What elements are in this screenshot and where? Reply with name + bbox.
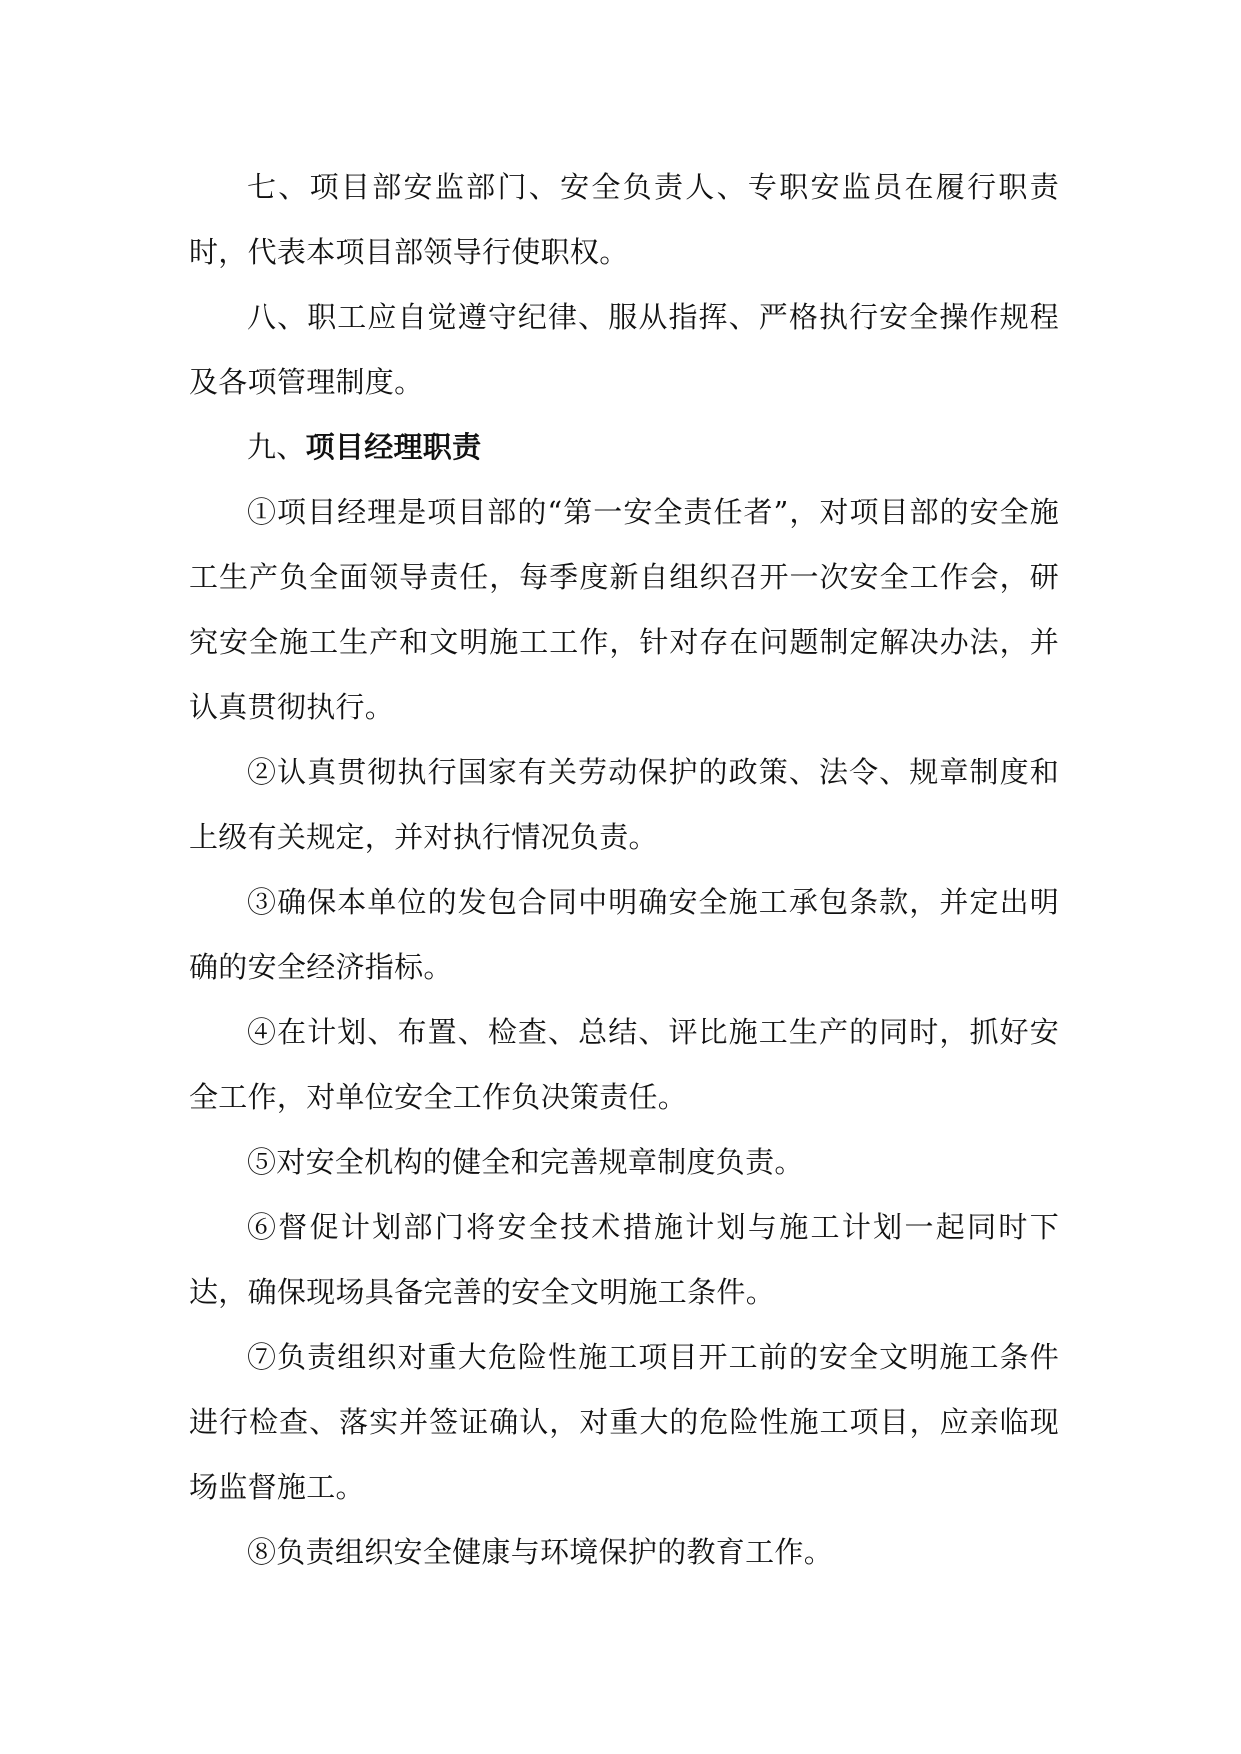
- paragraph-eight: 八、职工应自觉遵守纪律、服从指挥、严格执行安全操作规程及各项管理制度。: [189, 300, 1059, 399]
- duty-item-2: ②认真贯彻执行国家有关劳动保护的政策、法令、规章制度和上级有关规定，并对执行情况负责。: [189, 755, 1059, 854]
- section-heading-title: 项目经理职责: [305, 430, 482, 464]
- document-body: [189, 155, 1059, 1585]
- section-heading-number: 九、: [247, 430, 306, 464]
- paragraph-seven: 七、项目部安监部门、安全负责人、专职安监员在履行职责时，代表本项目部领导行使职权。: [189, 170, 1059, 269]
- section-heading-nine: [189, 415, 1059, 480]
- duty-item-3: ③确保本单位的发包合同中明确安全施工承包条款，并定出明确的安全经济指标。: [189, 885, 1059, 984]
- duty-item-6: ⑥督促计划部门将安全技术措施计划与施工计划一起同时下达，确保现场具备完善的安全文明施工条件。: [189, 1210, 1059, 1309]
- duty-item-7: ⑦负责组织对重大危险性施工项目开工前的安全文明施工条件进行检查、落实并签证确认，对重大的危险性施工项目，应亲临现场监督施工。: [189, 1340, 1059, 1504]
- duty-item-4: ④在计划、布置、检查、总结、评比施工生产的同时，抓好安全工作，对单位安全工作负决策责任。: [189, 1015, 1059, 1114]
- duty-item-8: ⑧负责组织安全健康与环境保护的教育工作。: [247, 1535, 834, 1569]
- duty-item-5: ⑤对安全机构的健全和完善规章制度负责。: [247, 1145, 804, 1179]
- duty-item-1: ①项目经理是项目部的“第一安全责任者”，对项目部的安全施工生产负全面领导责任，每季度新自组织召开一次安全工作会，研究安全施工生产和文明施工工作，针对存在问题制定解决办法，并认真贯彻执行。: [189, 495, 1059, 724]
